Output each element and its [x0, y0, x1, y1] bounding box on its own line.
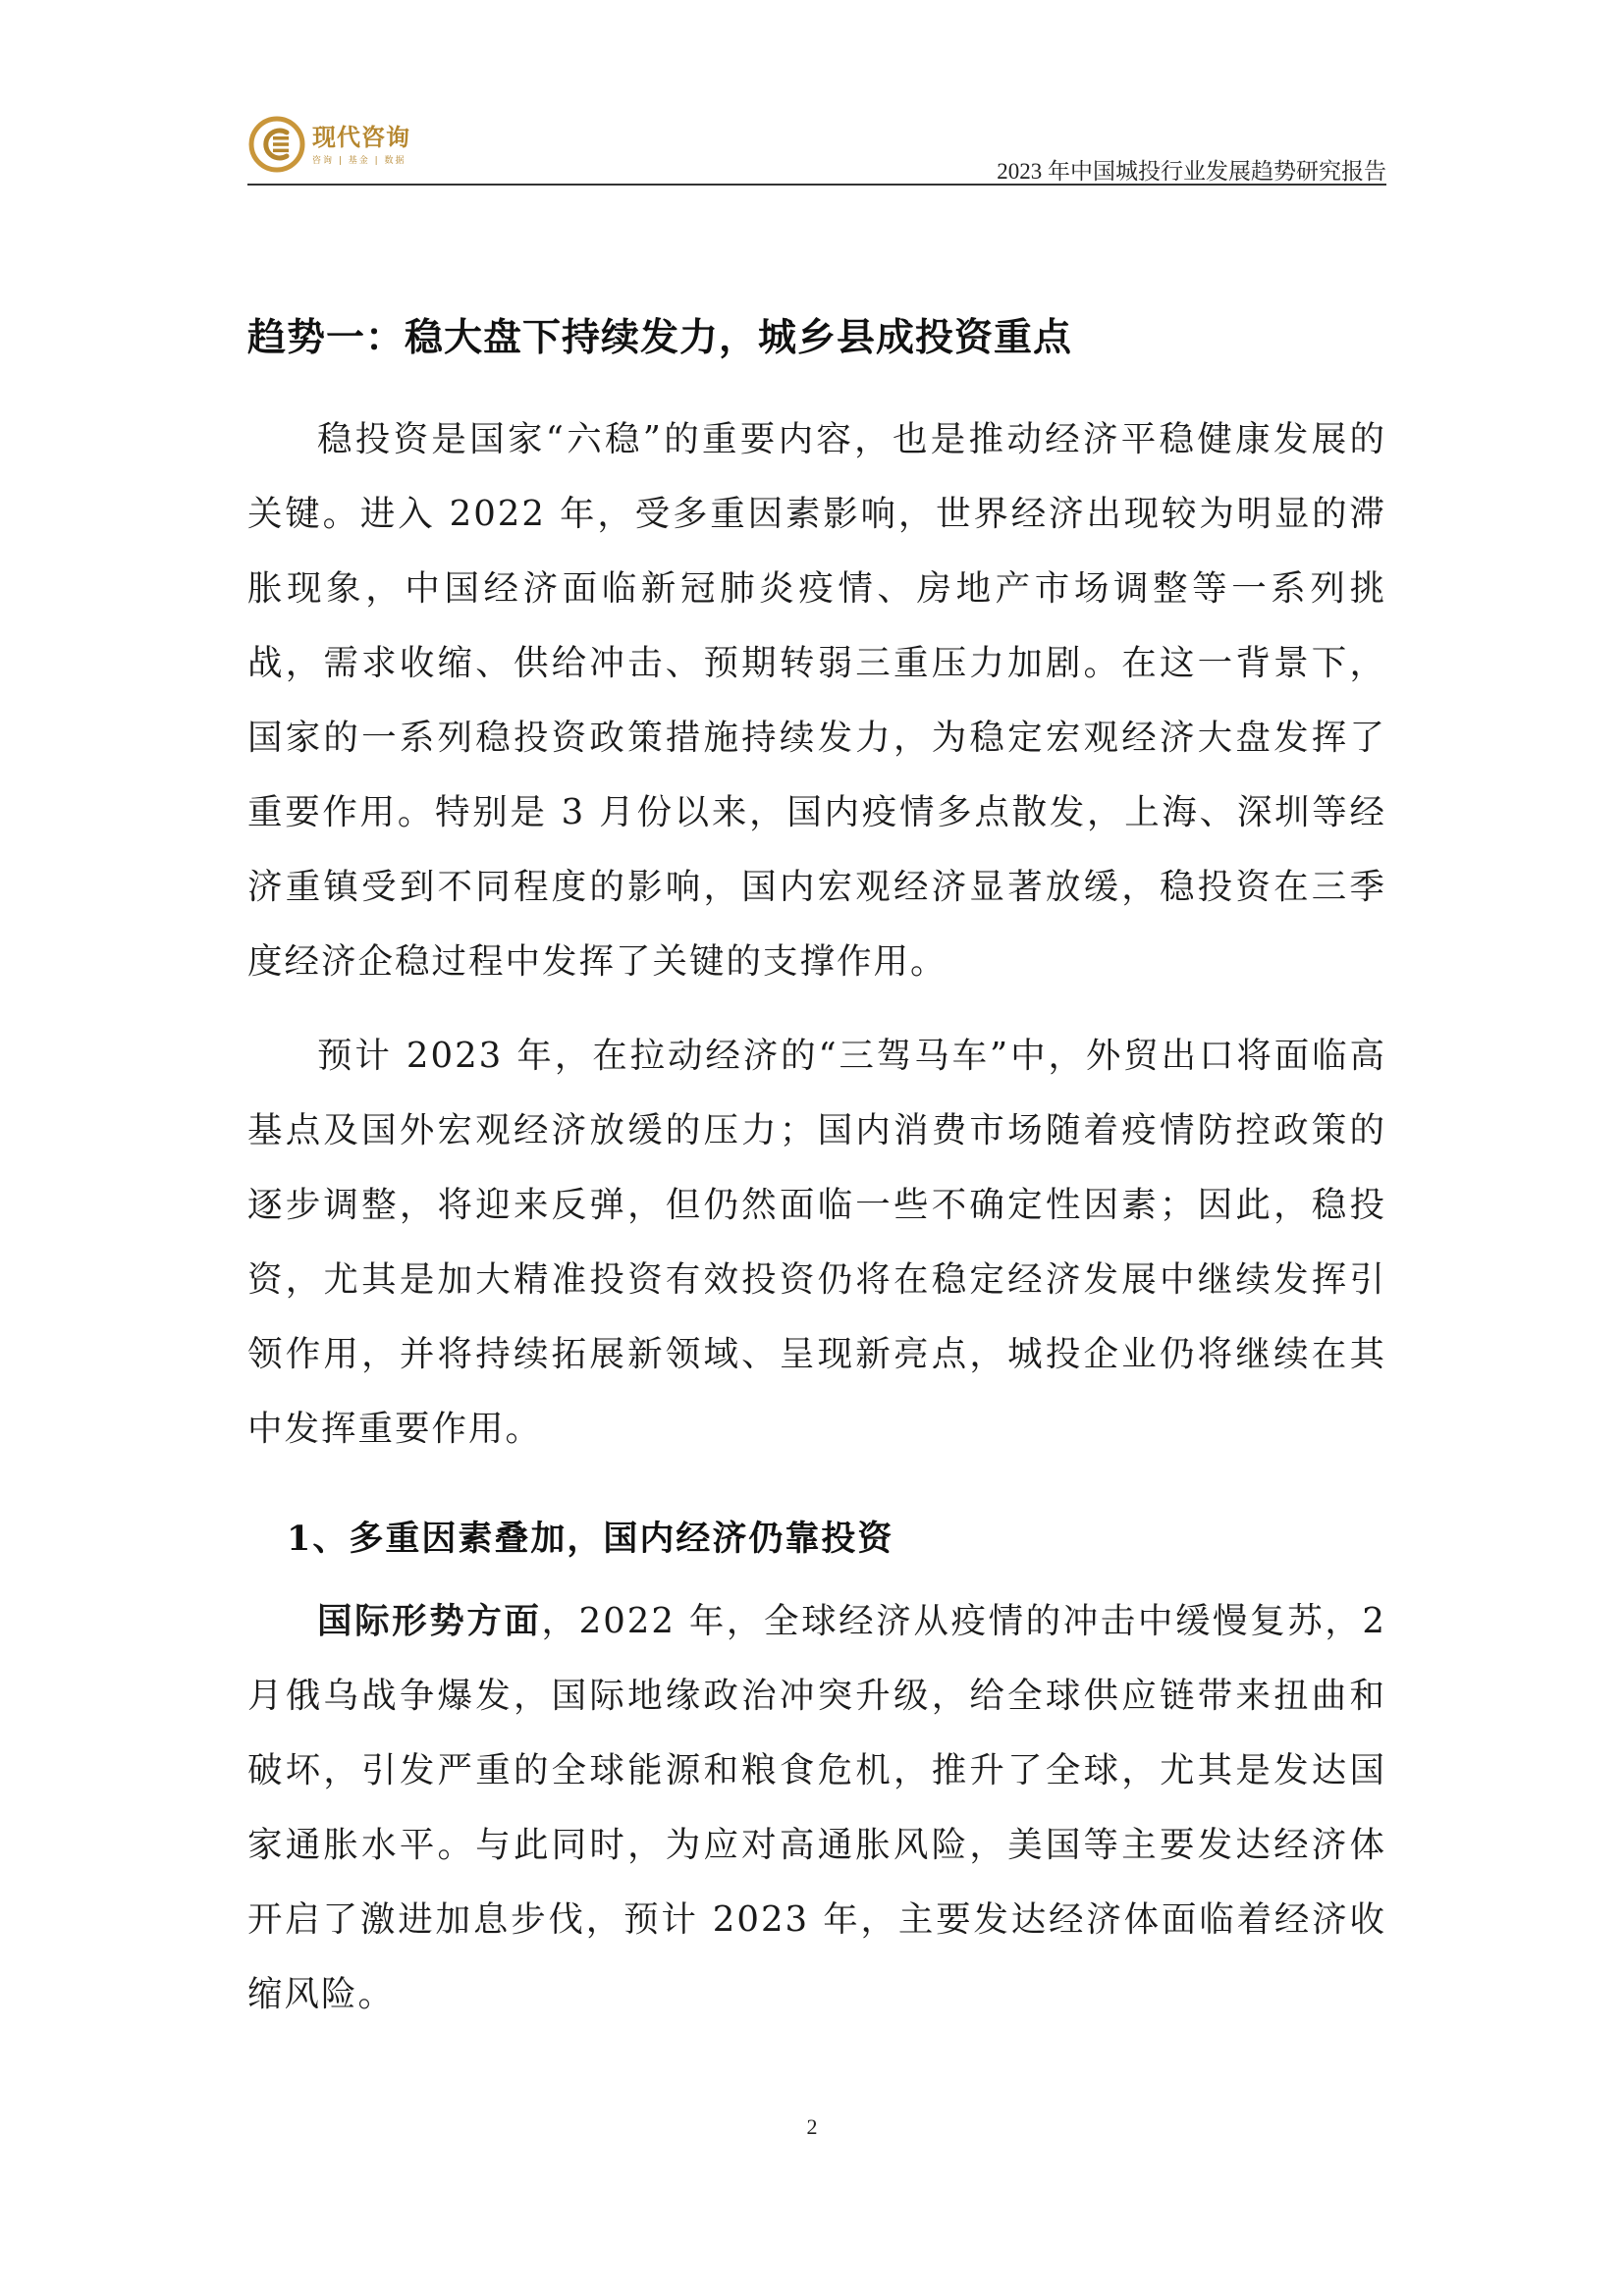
company-logo: [247, 110, 410, 179]
subsection-title: 1、多重因素叠加，国内经济仍靠投资: [287, 1519, 894, 1559]
paragraph: [247, 1584, 1386, 2032]
page-header: [247, 110, 1386, 188]
logo-mark-icon: [247, 115, 306, 174]
logo-text: [312, 124, 410, 166]
report-title: 2023 年中国城投行业发展趋势研究报告: [997, 159, 1386, 184]
paragraph: 稳投资是国家“六稳”的重要内容，也是推动经济平稳健康发展的关键。进入 2022 年，受多重因素影响，世界经济出现较为明显的滞胀现象，中国经济面临新冠肺炎疫情、房地产市场调整等一系列挑战，需求收缩、供给冲击、预期转弱三重压力加剧。在这一背景下，国家的一系列稳投资政策措施持续发力，为稳定宏观经济大盘发挥了重要作用。特别是 3 月份以来，国内疫情多点散发，上海、深圳等经济重镇受到不同程度的影响，国内宏观经济显著放缓，稳投资在三季度经济企稳过程中发挥了关键的支撑作用。: [247, 419, 1386, 982]
paragraph: 预计 2023 年，在拉动经济的“三驾马车”中，外贸出口将面临高基点及国外宏观经济放缓的压力；国内消费市场随着疫情防控政策的逐步调整，将迎来反弹，但仍然面临一些不确定性因素；因此，稳投资，尤其是加大精准投资有效投资仍将在稳定经济发展中继续发挥引领作用，并将持续拓展新领域、呈现新亮点，城投企业仍将继续在其中发挥重要作用。: [247, 1036, 1386, 1449]
paragraph-lead: 国际形势方面: [317, 1601, 542, 1641]
logo-tagline: 咨询 | 基金 | 数据: [312, 155, 406, 166]
logo-name: 现代咨询: [312, 122, 410, 151]
page-number: 2: [806, 2114, 818, 2139]
page-content: [247, 294, 1386, 2032]
paragraph-body: ，2022 年，全球经济从疫情的冲击中缓慢复苏，2 月俄乌战争爆发，国际地缘政治冲突升级，给全球供应链带来扭曲和破坏，引发严重的全球能源和粮食危机，推升了全球，尤其是发达国家通胀水平。与此同时，为应对高通胀风险，美国等主要发达经济体开启了激进加息步伐，预计 2023 年，主要发达经济体面临着经济收缩风险。: [247, 1601, 1386, 2014]
section-title: 趋势一：稳大盘下持续发力，城乡县成投资重点: [247, 316, 1073, 360]
header-divider: [247, 184, 1386, 186]
